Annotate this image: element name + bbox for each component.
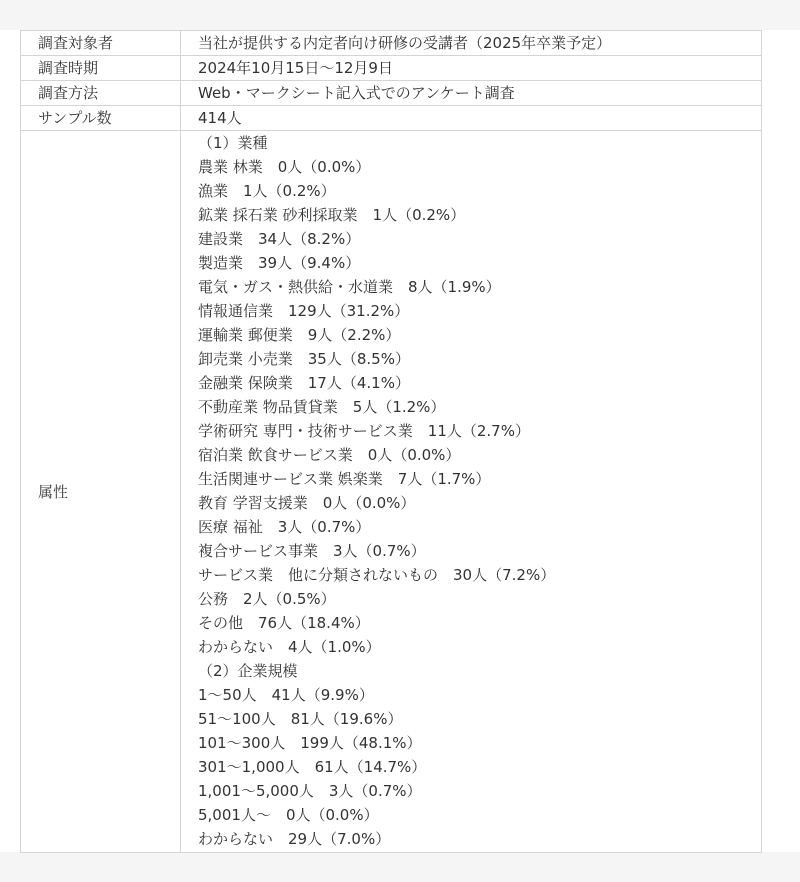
section-heading-company-size: （2）企業規模: [198, 662, 298, 680]
list-item: 生活関連サービス業 娯楽業 7人（1.7%）: [198, 470, 491, 488]
list-item: 公務 2人（0.5%）: [198, 590, 336, 608]
row-value: Web・マークシート記入式でのアンケート調査: [181, 81, 762, 106]
row-label: 調査時期: [21, 56, 181, 81]
list-item: 教育 学習支援業 0人（0.0%）: [198, 494, 416, 512]
list-item: サービス業 他に分類されないもの 30人（7.2%）: [198, 566, 556, 584]
table-row-sample: [21, 106, 762, 131]
list-item: 複合サービス事業 3人（0.7%）: [198, 542, 426, 560]
table-row-method: [21, 81, 762, 106]
list-item: 5,001人〜 0人（0.0%）: [198, 806, 379, 824]
list-item: 卸売業 小売業 35人（8.5%）: [198, 350, 410, 368]
table-row-target: [21, 31, 762, 56]
list-item: 101〜300人 199人（48.1%）: [198, 734, 422, 752]
row-label: 調査方法: [21, 81, 181, 106]
list-item: 医療 福祉 3人（0.7%）: [198, 518, 371, 536]
list-item: 製造業 39人（9.4%）: [198, 254, 361, 272]
list-item: 51〜100人 81人（19.6%）: [198, 710, 403, 728]
list-item: 漁業 1人（0.2%）: [198, 182, 336, 200]
list-item: わからない 4人（1.0%）: [198, 638, 381, 656]
list-item: 不動産業 物品賃貸業 5人（1.2%）: [198, 398, 446, 416]
row-value: 2024年10月15日〜12月9日: [181, 56, 762, 81]
list-item: 宿泊業 飲食サービス業 0人（0.0%）: [198, 446, 461, 464]
list-item: わからない 29人（7.0%）: [198, 830, 391, 848]
table-row-attributes: [21, 131, 762, 853]
row-label: 調査対象者: [21, 31, 181, 56]
attribute-list: [181, 131, 762, 853]
survey-panel: [0, 30, 800, 852]
list-item: 鉱業 採石業 砂利採取業 1人（0.2%）: [198, 206, 466, 224]
list-item: 301〜1,000人 61人（14.7%）: [198, 758, 427, 776]
row-value: 414人: [181, 106, 762, 131]
list-item: 農業 林業 0人（0.0%）: [198, 158, 371, 176]
list-item: 運輸業 郵便業 9人（2.2%）: [198, 326, 401, 344]
list-item: 建設業 34人（8.2%）: [198, 230, 361, 248]
row-label: 属性: [21, 131, 181, 853]
list-item: 学術研究 専門・技術サービス業 11人（2.7%）: [198, 422, 530, 440]
list-item: その他 76人（18.4%）: [198, 614, 370, 632]
row-label: サンプル数: [21, 106, 181, 131]
list-item: 金融業 保険業 17人（4.1%）: [198, 374, 410, 392]
row-value: 当社が提供する内定者向け研修の受講者（2025年卒業予定）: [181, 31, 762, 56]
list-item: 1〜50人 41人（9.9%）: [198, 686, 374, 704]
section-heading-industry: （1）業種: [198, 134, 268, 152]
list-item: 電気・ガス・熱供給・水道業 8人（1.9%）: [198, 278, 501, 296]
table-row-period: [21, 56, 762, 81]
list-item: 1,001〜5,000人 3人（0.7%）: [198, 782, 422, 800]
survey-overview-table: [20, 30, 762, 853]
list-item: 情報通信業 129人（31.2%）: [198, 302, 410, 320]
